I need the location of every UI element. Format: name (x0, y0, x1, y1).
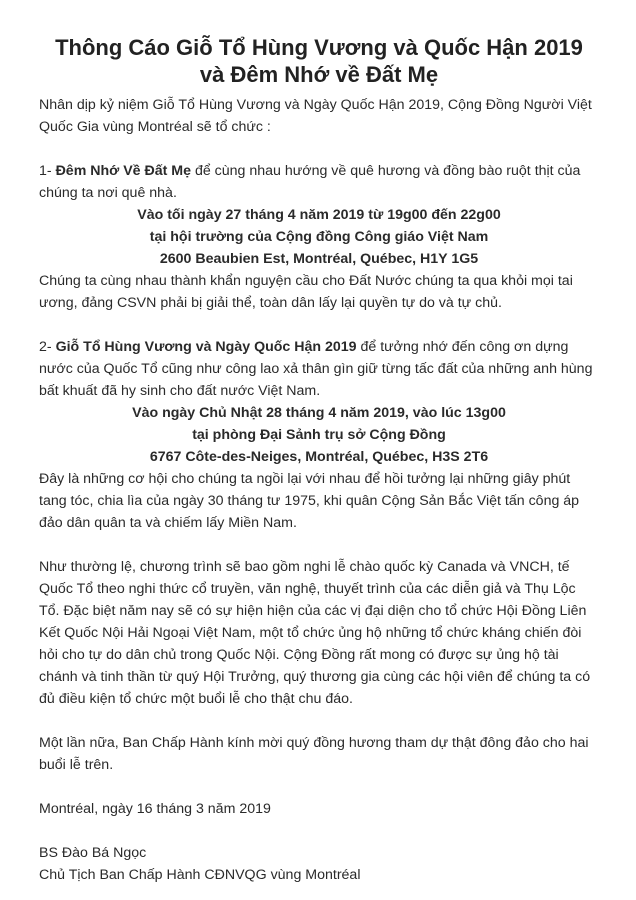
title-line-2: và Đêm Nhớ về Đất Mẹ (199, 62, 439, 87)
event-2-prefix: 2- (39, 339, 56, 355)
document-page (39, 34, 599, 886)
event-1-place: tại hội trường của Cộng đồng Công giáo Việt Nam (149, 229, 489, 245)
invitation-paragraph: Một lần nữa, Ban Chấp Hành kính mời quý đồng hương tham dự thật đông đảo cho hai buổi lễ trên. (39, 735, 589, 773)
event-2-name: Giỗ Tổ Hùng Vương và Ngày Quốc Hận 2019 (55, 339, 357, 355)
event-1-section (39, 160, 599, 314)
signature-role: Chủ Tịch Ban Chấp Hành CĐNVQG vùng Montréal (39, 867, 361, 883)
event-2-desc: để tưởng nhớ đến công ơn dựng nước của Quốc Tổ cũng như công lao xả thân gìn giữ từng tấc đất của những anh hùng bất khuất đã hy sinh cho đất nước Việt Nam. (39, 339, 593, 399)
event-2-time: Vào ngày Chủ Nhật 28 tháng 4 năm 2019, vào lúc 13g00 (132, 405, 506, 421)
event-1-after: Chúng ta cùng nhau thành khẩn nguyện cầu cho Đất Nước chúng ta qua khỏi mọi tai ương, đảng CSVN phải bị giải thể, toàn dân lấy lại quyền tự do và tự chủ. (39, 273, 573, 311)
event-1-name: Đêm Nhớ Về Đất Mẹ (55, 163, 192, 179)
date-line: Montréal, ngày 16 tháng 3 năm 2019 (39, 801, 271, 817)
event-2-description (39, 336, 599, 402)
event-1-prefix: 1- (39, 163, 56, 179)
signature-block (39, 842, 599, 886)
document-title (39, 34, 599, 88)
event-1-desc: để cùng nhau hướng về quê hương và đồng bào ruột thịt của chúng ta nơi quê nhà. (39, 163, 581, 201)
event-2-section (39, 336, 599, 534)
title-line-1: Thông Cáo Giỗ Tổ Hùng Vương và Quốc Hận 2019 (55, 35, 583, 60)
event-2-address: 6767 Côte-des-Neiges, Montréal, Québec, H3S 2T6 (149, 449, 489, 465)
event-1-details (39, 204, 599, 270)
intro-paragraph: Nhân dịp kỷ niệm Giỗ Tổ Hùng Vương và Ngày Quốc Hận 2019, Cộng Đồng Người Việt Quốc Gia vùng Montréal sẽ tổ chức : (39, 97, 592, 135)
program-paragraph: Như thường lệ, chương trình sẽ bao gồm nghi lễ chào quốc kỳ Canada và VNCH, tế Quốc Tổ theo nghi thức cổ truyền, văn nghệ, thuyết trình của các diễn giả và Thụ Lộc Tổ. Đặc biệt năm nay sẽ có sự hiện hiện của các vị đại diện cho tổ chức Hội Đồng Liên Kết Quốc Nội Hải Ngoại Việt Nam, một tổ chức ủng hộ những tổ chức kháng chiến đòi hỏi cho tự do dân chủ trong Quốc Nội. Cộng Đồng rất mong có được sự ủng hộ tài chánh và tinh thần từ quý Hội Trưởng, quý thương gia cùng các hội viên để chúng ta có đủ điều kiện tổ chức một buổi lễ cho thật chu đáo. (39, 559, 591, 707)
event-1-time: Vào tối ngày 27 tháng 4 năm 2019 từ 19g00 đến 22g00 (137, 207, 501, 223)
event-2-details (39, 402, 599, 468)
event-1-address: 2600 Beaubien Est, Montréal, Québec, H1Y 1G5 (159, 251, 479, 267)
event-1-description (39, 160, 599, 204)
signature-name: BS Đào Bá Ngọc (39, 845, 147, 861)
event-2-after: Đây là những cơ hội cho chúng ta ngồi lại với nhau để hồi tưởng lại những giây phút tang tóc, chia lìa của ngày 30 tháng tư 1975, khi quân Cộng Sản Bắc Việt tấn công áp đảo dân quân ta và chiếm lấy Miền Nam. (39, 471, 580, 531)
event-2-place: tại phòng Đại Sảnh trụ sở Cộng Đồng (192, 427, 446, 443)
